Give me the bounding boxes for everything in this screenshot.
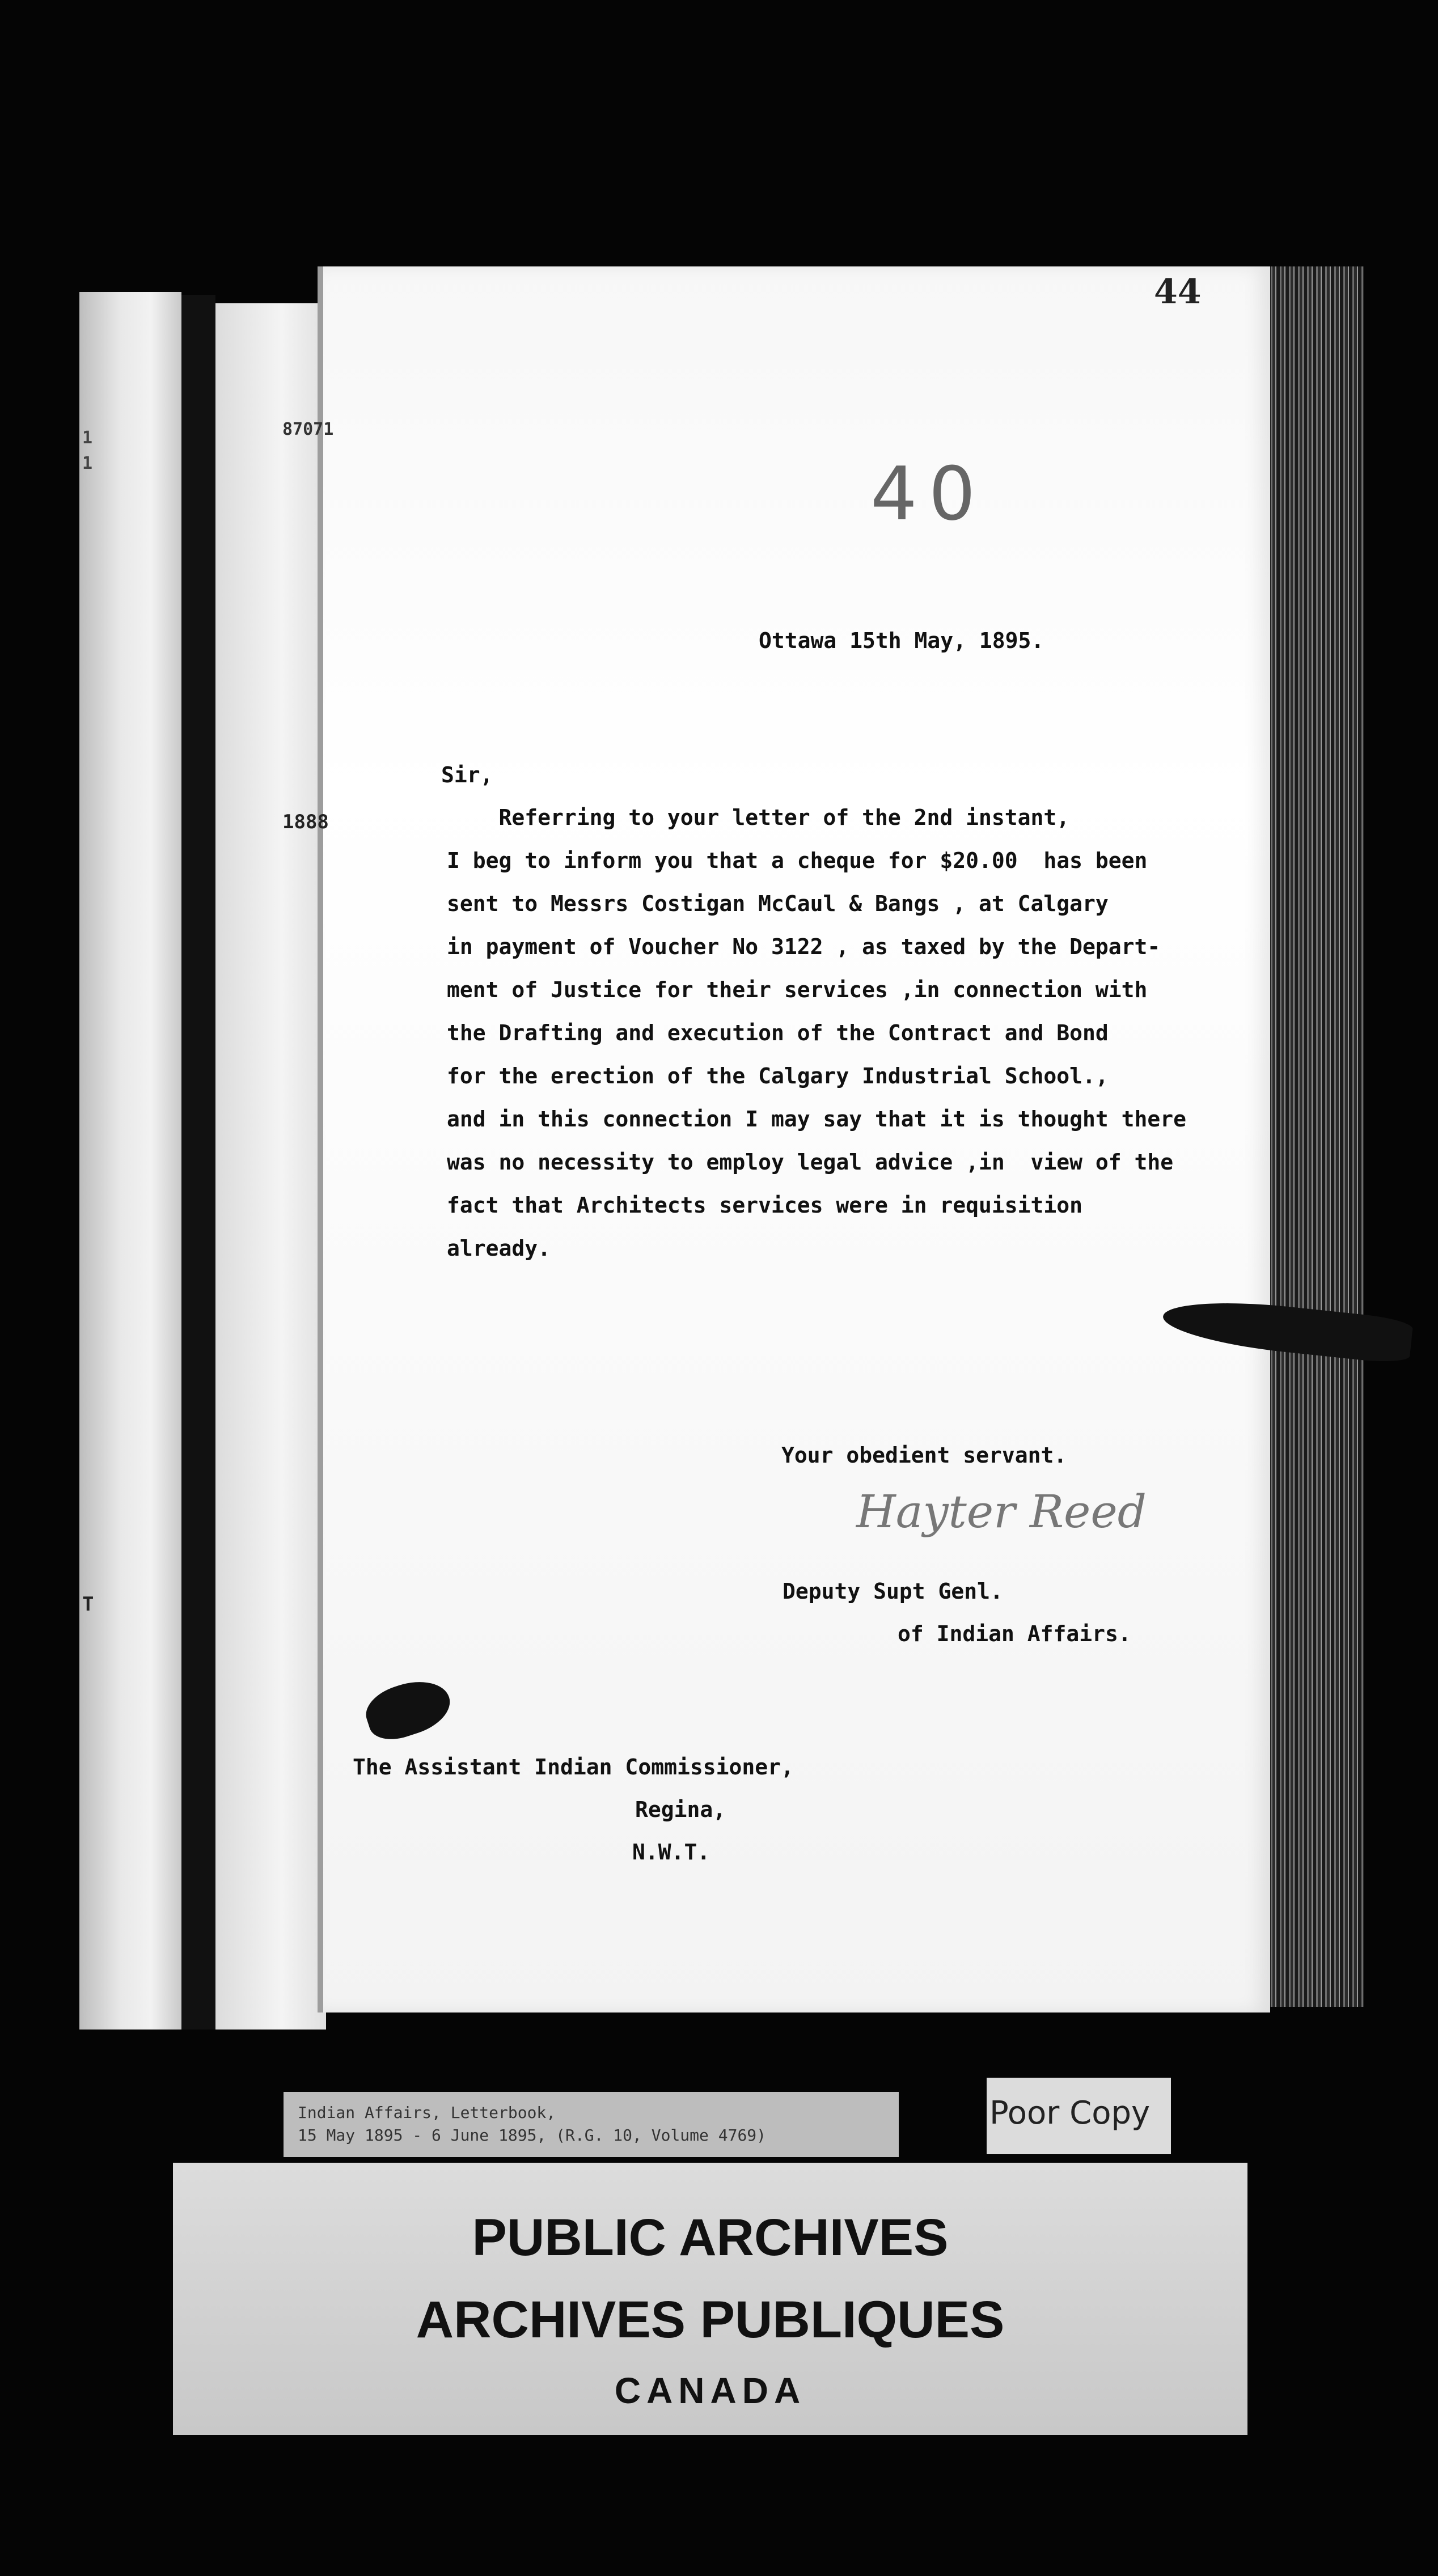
- catalog-label-line: 15 May 1895 - 6 June 1895, (R.G. 10, Volume 4769): [298, 2126, 767, 2145]
- letter-body-line: Referring to your letter of the 2nd instant,: [447, 805, 1070, 830]
- letter-body-line: in payment of Voucher No 3122 , as taxed by the Depart-: [447, 934, 1161, 959]
- letter-body-line: was no necessity to employ legal advice ,in view of the: [447, 1150, 1174, 1175]
- plaque-country: CANADA: [614, 2370, 806, 2411]
- letter-body-line: for the erection of the Calgary Industrial School.,: [447, 1064, 1109, 1088]
- left-strip-mark: T: [82, 1593, 94, 1616]
- letter-body-line: and in this connection I may say that it is thought there: [447, 1107, 1187, 1132]
- poor-copy-text: Poor Copy: [989, 2095, 1151, 2132]
- addressee-line: The Assistant Indian Commissioner,: [353, 1755, 794, 1780]
- letter-date: Ottawa 15th May, 1895.: [759, 628, 1044, 653]
- handwritten-folio-number: 40: [870, 451, 987, 537]
- letter-body-line: ment of Justice for their services ,in connection with: [447, 977, 1148, 1002]
- letter-body-line: the Drafting and execution of the Contract and Bond: [447, 1020, 1109, 1045]
- letter-closing: Your obedient servant.: [781, 1443, 1067, 1468]
- plaque-title-english: PUBLIC ARCHIVES: [472, 2209, 949, 2266]
- plaque-title-french: ARCHIVES PUBLIQUES: [416, 2291, 1005, 2349]
- letter-page: [323, 266, 1270, 2012]
- addressee-line: N.W.T.: [632, 1840, 710, 1865]
- left-page-strip: [79, 292, 181, 2030]
- letter-body-line: I beg to inform you that a cheque for $20.00 has been: [447, 848, 1148, 873]
- page-number: 44: [1154, 272, 1202, 312]
- back-page-edge: [215, 303, 326, 2030]
- handwritten-signature: Hayter Reed: [856, 1485, 1147, 1538]
- left-strip-mark: 1: [82, 428, 93, 448]
- letter-salutation: Sir,: [441, 762, 493, 787]
- catalog-label: [284, 2092, 899, 2157]
- letter-body-line: already.: [447, 1236, 551, 1261]
- signatory-title: of Indian Affairs.: [898, 1621, 1131, 1646]
- letter-body-line: sent to Messrs Costigan McCaul & Bangs , at Calgary: [447, 891, 1109, 916]
- page-stack-edge: [1267, 266, 1364, 2007]
- signatory-title: Deputy Supt Genl.: [783, 1579, 1003, 1604]
- catalog-label-line: Indian Affairs, Letterbook,: [298, 2103, 556, 2122]
- margin-reference-number: 87071: [282, 420, 334, 439]
- gutter-shadow: [181, 295, 215, 2030]
- margin-file-number: 1888: [282, 811, 329, 833]
- left-strip-mark: 1: [82, 454, 93, 473]
- letter-body-line: fact that Architects services were in requisition: [447, 1193, 1083, 1218]
- addressee-line: Regina,: [635, 1797, 726, 1822]
